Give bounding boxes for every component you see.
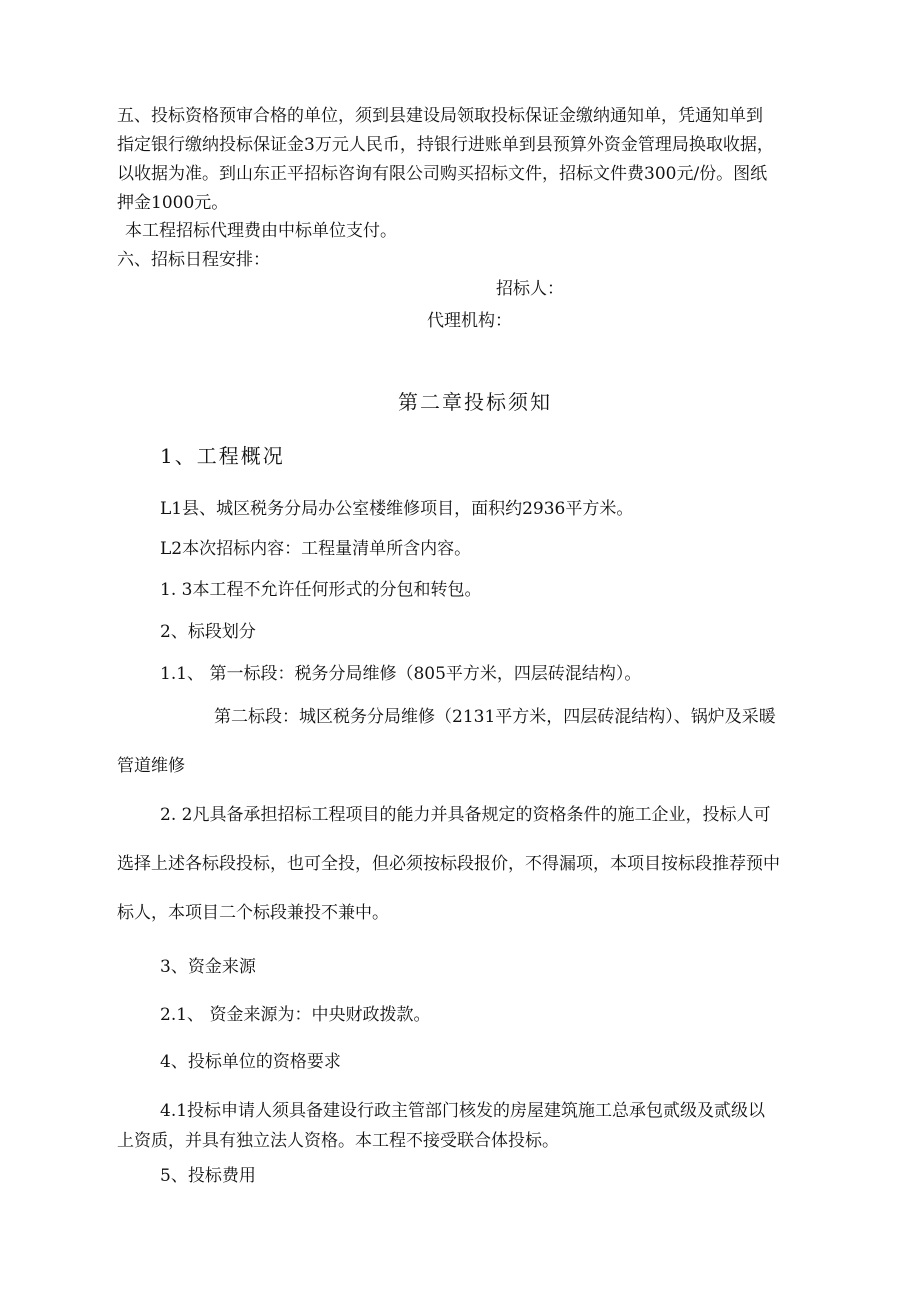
funding-para: 2.1、 资金来源为：中央财政拨款。: [160, 1005, 431, 1025]
funding-heading: 3、资金来源: [160, 957, 256, 977]
lot-1-description: 1.1、 第一标段：税务分局维修（805平方米，四层砖混结构）。: [160, 664, 642, 684]
tenderer-signature-label: 招标人：: [496, 279, 564, 299]
overview-para-1-1: L1县、城区税务分局办公室楼维修项目，面积约2936平方米。: [160, 499, 634, 519]
section5-line3: 以收据为准。到山东正平招标咨询有限公司购买招标文件，招标文件费300元/份。图纸: [117, 164, 768, 184]
chapter-title: 第二章投标须知: [398, 390, 552, 414]
section5-line2: 指定银行缴纳投标保证金3万元人民币，持银行进账单到县预算外资金管理局换取收据，: [117, 135, 774, 155]
lots-heading: 2、标段划分: [160, 622, 256, 642]
lot-2-description-cont: 管道维修: [117, 756, 185, 776]
section6-heading: 六、招标日程安排：: [117, 250, 270, 270]
overview-para-1-3: 1. 3本工程不允许任何形式的分包和转包。: [160, 580, 482, 600]
qualification-heading: 4、投标单位的资格要求: [160, 1052, 341, 1072]
section5-line4: 押金1000元。: [117, 193, 229, 213]
agency-fee-note: 本工程招标代理费由中标单位支付。: [125, 221, 397, 241]
fees-heading: 5、投标费用: [160, 1166, 256, 1186]
lots-para-2-2-line1: 2. 2凡具备承担招标工程项目的能力并具备规定的资格条件的施工企业，投标人可: [160, 805, 771, 825]
lots-para-2-2-line2: 选择上述各标段投标，也可全投，但必须按标段报价，不得漏项，本项目按标段推荐预中: [117, 854, 780, 874]
qualification-para-line2: 上资质，并具有独立法人资格。本工程不接受联合体投标。: [117, 1131, 559, 1151]
lots-para-2-2-line3: 标人，本项目二个标段兼投不兼中。: [117, 903, 389, 923]
agency-signature-label: 代理机构：: [427, 311, 512, 331]
overview-heading: 1、工程概况: [160, 444, 285, 468]
qualification-para-line1: 4.1投标申请人须具备建设行政主管部门核发的房屋建筑施工总承包贰级及贰级以: [160, 1101, 766, 1121]
section5-line1: 五、投标资格预审合格的单位，须到县建设局领取投标保证金缴纳通知单，凭通知单到: [117, 106, 763, 126]
overview-para-1-2: L2本次招标内容：工程量清单所含内容。: [160, 539, 472, 559]
lot-2-description: 第二标段：城区税务分局维修（2131平方米，四层砖混结构）、锅炉及采暖: [214, 707, 776, 727]
